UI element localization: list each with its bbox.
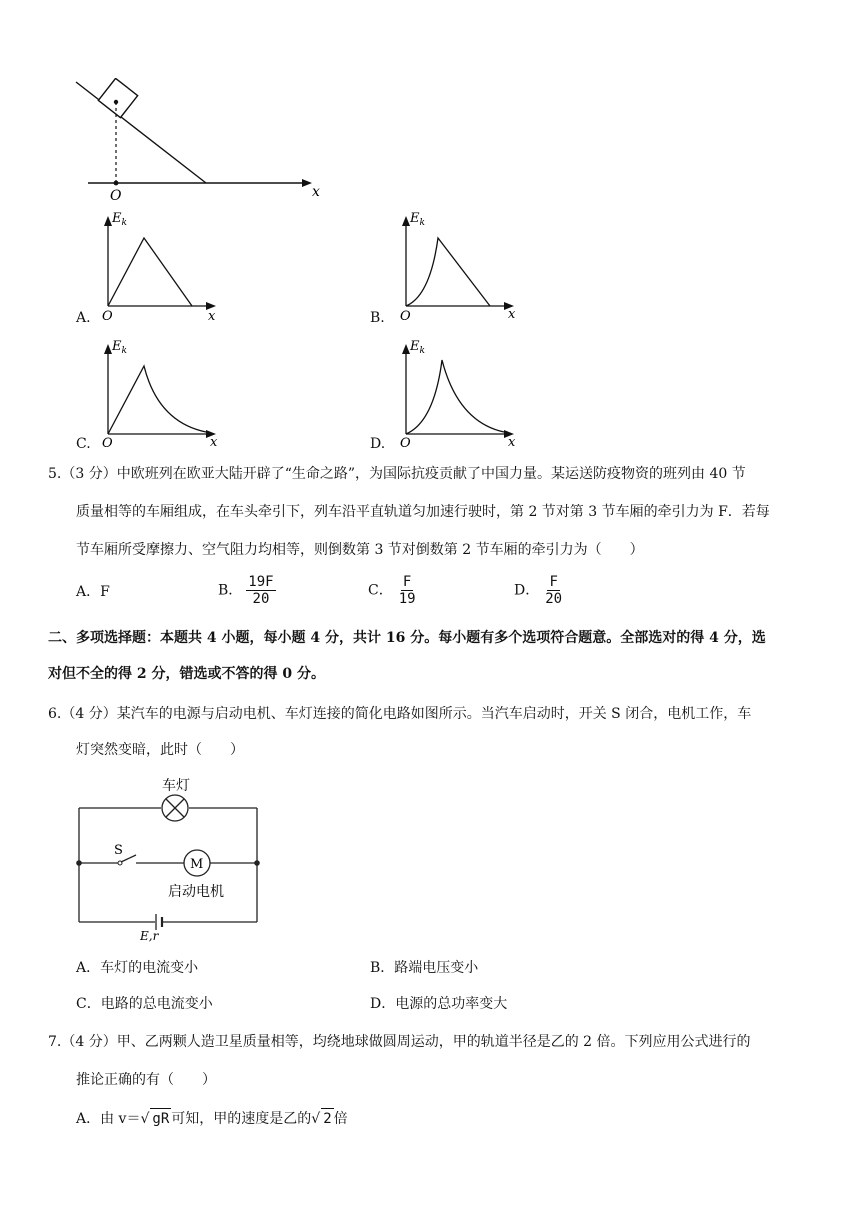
q5-option-b-denominator: 20 — [252, 591, 270, 607]
svg-text:Ek — [111, 339, 127, 356]
q5-option-d-letter: D． — [514, 582, 540, 599]
section-2-header-line-2: 对但不全的得 2 分，错选或不答的得 0 分。 — [48, 666, 325, 682]
q6-line-2: 灯突然变暗，此时（ ） — [76, 742, 244, 758]
q6-option-b: B．路端电压变小 — [370, 960, 479, 976]
q7-option-a-radicand: gR — [150, 1108, 171, 1129]
q7-option-a-suffix: 倍 — [333, 1111, 348, 1127]
q4-option-b-ysub: k — [419, 218, 425, 228]
lamp-label: 车灯 — [162, 778, 190, 794]
q6-option-c: C．电路的总电流变小 — [76, 996, 213, 1012]
q4-option-d-letter: D. — [370, 436, 386, 452]
q7-line-2: 推论正确的有（ ） — [76, 1072, 216, 1088]
q5-option-d — [514, 574, 564, 607]
q4-option-a-xlabel: x — [208, 309, 216, 324]
q5-option-d-denominator: 20 — [545, 591, 563, 607]
q4-option-b-xlabel: x — [508, 307, 516, 322]
q7-option-a-middle: 可知，甲的速度是乙的 — [171, 1111, 312, 1127]
q6-option-d: D．电源的总功率变大 — [370, 996, 508, 1012]
motor-symbol: M — [190, 857, 204, 872]
q4-option-d-ylabel: E — [410, 339, 420, 354]
q5-option-c-denominator: 19 — [398, 591, 416, 607]
q4-option-d-ysub: k — [419, 346, 425, 356]
incline-origin-label: O — [110, 188, 122, 203]
switch-label: S — [114, 843, 123, 858]
q5-option-c-numerator: F — [402, 574, 412, 590]
q5-option-a-text: F — [100, 584, 110, 600]
q5-option-d-fraction — [543, 574, 564, 607]
q4-option-a-origin: O — [102, 309, 113, 324]
q6-option-a: A．车灯的电流变小 — [76, 960, 199, 976]
q5-option-b-numerator: 19F — [248, 574, 274, 590]
q4-option-a-ylabel: E — [112, 211, 122, 226]
q5-option-b — [218, 574, 276, 607]
q5-option-c-fraction — [397, 574, 418, 607]
q5-line-3: 节车厢所受摩擦力、空气阻力均相等，则倒数第 3 节对倒数第 2 节车厢的牵引力为（ ） — [76, 542, 644, 558]
sqrt-icon: √ — [311, 1111, 321, 1127]
section-2-header-line-1: 二、多项选择题：本题共 4 小题，每小题 4 分，共计 16 分。每小题有多个选项符合题意。全部选对的得 4 分，选 — [48, 630, 766, 646]
q5-option-c — [368, 574, 418, 607]
q4-option-b-letter: B. — [370, 310, 385, 326]
q6-line-1: 6.（4 分）某汽车的电源与启动电机、车灯连接的简化电路如图所示。当汽车启动时，开关 S 闭合，电机工作，车 — [48, 706, 752, 722]
q4-option-a-ysub: k — [121, 218, 127, 228]
q4-option-d-xlabel: x — [508, 435, 516, 450]
q4-option-b-origin: O — [400, 309, 411, 324]
q4-option-a-letter: A. — [76, 310, 91, 326]
q4-option-c-xlabel: x — [210, 435, 218, 450]
q5-option-c-letter: C． — [368, 582, 393, 599]
motor-label: 启动电机 — [168, 884, 224, 900]
sqrt-icon: √ — [140, 1111, 150, 1127]
q5-option-a — [76, 582, 110, 602]
svg-text:Ek — [409, 211, 425, 228]
q4-option-c-graph — [98, 330, 228, 450]
q4-option-b-ylabel: E — [410, 211, 420, 226]
switch-icon — [121, 855, 136, 862]
q5-option-b-fraction — [246, 574, 275, 607]
q5-option-a-letter: A． — [76, 584, 101, 600]
q5-line-2: 质量相等的车厢组成，在车头牵引下，列车沿平直轨道匀加速行驶时，第 2 节对第 3 节车厢的牵引力为 F．若每 — [76, 504, 770, 520]
q4-option-c-origin: O — [102, 436, 113, 450]
q7-option-a-radicand-2: 2 — [321, 1108, 333, 1129]
q7-option-a-prefix: A．由 v＝ — [76, 1111, 141, 1127]
q7-line-1: 7.（4 分）甲、乙两颗人造卫星质量相等，均绕地球做圆周运动，甲的轨道半径是乙的 2 倍。下列应用公式进行的 — [48, 1034, 751, 1050]
q4-option-d-origin: O — [400, 436, 411, 450]
q4-option-c-letter: C. — [76, 436, 91, 452]
svg-text:Ek — [111, 211, 127, 228]
q5-option-d-numerator: F — [549, 574, 558, 590]
incline-axis-label: x — [312, 184, 320, 200]
q4-option-a-graph — [98, 204, 228, 324]
incline-figure — [60, 78, 330, 203]
q4-option-d-graph — [396, 330, 526, 450]
q7-option-a — [76, 1108, 348, 1129]
q6-circuit-diagram — [70, 770, 270, 946]
q4-option-c-ysub: k — [121, 346, 127, 356]
q5-option-b-letter: B． — [218, 582, 243, 599]
q4-option-c-ylabel: E — [112, 339, 122, 354]
q4-option-b-graph — [396, 204, 526, 324]
q5-line-1: 5.（3 分）中欧班列在欧亚大陆开辟了“生命之路”，为国际抗疫贡献了中国力量。某运送防疫物资的班列由 40 节 — [48, 466, 746, 482]
source-label: E,r — [140, 929, 159, 943]
svg-text:Ek — [409, 339, 425, 356]
